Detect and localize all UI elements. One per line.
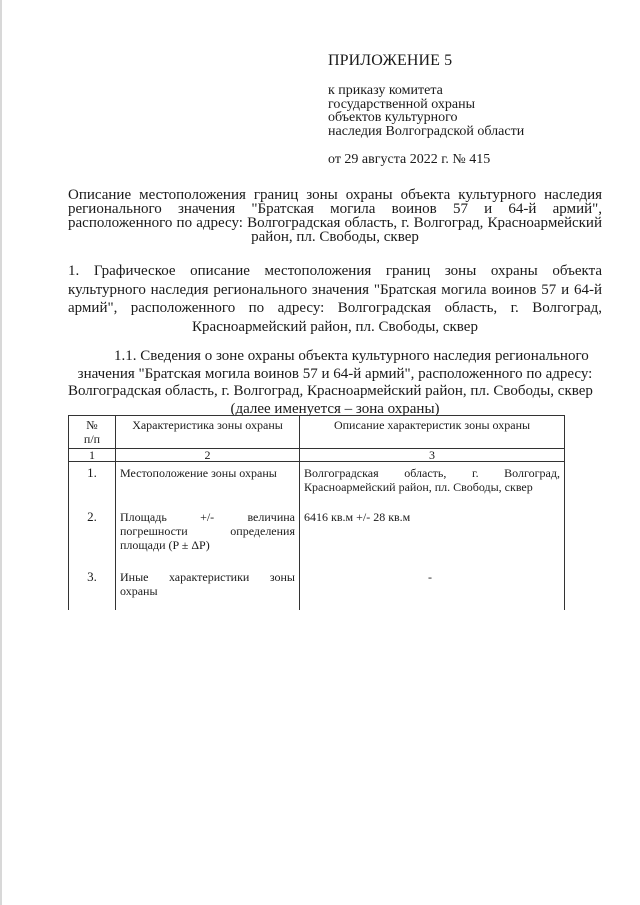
cell-line: -	[428, 570, 432, 584]
subsection-line: 1.1. Сведения о зоне охраны объекта культурного наследия регионального	[114, 348, 589, 364]
row-number: 3.	[69, 566, 116, 610]
appendix-title: ПРИЛОЖЕНИЕ 5	[328, 52, 453, 69]
cell-line: охраны	[120, 584, 158, 598]
row-description	[300, 462, 565, 507]
table-header-row	[69, 416, 565, 449]
subsection-line: значения "Братская могила воинов 57 и 64-й армий", расположенного по адресу:	[77, 365, 593, 382]
column-number: 1	[69, 449, 116, 462]
row-number: 1.	[69, 462, 116, 507]
order-line: к приказу комитета	[328, 83, 443, 98]
row-characteristic	[116, 506, 300, 566]
column-number: 2	[116, 449, 300, 462]
header-number-line: №	[86, 418, 98, 432]
cell-line: Местоположение зоны охраны	[120, 466, 277, 480]
row-characteristic	[116, 566, 300, 610]
order-reference	[328, 84, 608, 138]
cell-line: 6416 кв.м +/- 28 кв.м	[304, 510, 411, 524]
header-description: Описание характеристик зоны охраны	[300, 416, 565, 449]
table-row	[69, 506, 565, 566]
order-line: наследия Волгоградской области	[328, 123, 525, 139]
document-heading	[68, 188, 602, 244]
cell-line: Иные характеристики зоны	[120, 570, 295, 584]
row-description	[300, 566, 565, 610]
subsection-line: Волгоградская область, г. Волгоград, Красноармейский район, пл. Свободы, сквер	[68, 383, 593, 399]
section-line: культурного наследия регионального значения "Братская могила воинов 57 и 64-й	[68, 281, 602, 298]
column-number-row	[69, 449, 565, 462]
order-line: объектов культурного	[328, 110, 458, 125]
heading-line: Описание местоположения границ зоны охраны объекта культурного наследия	[68, 187, 602, 203]
appendix-block	[328, 52, 608, 168]
section-line: армий", расположенного по адресу: Волгоградская область, г. Волгоград,	[68, 300, 602, 316]
section-line: 1. Графическое описание местоположения границ зоны охраны объекта	[68, 263, 602, 279]
order-line: государственной охраны	[328, 96, 476, 112]
heading-line: район, пл. Свободы, сквер	[251, 229, 419, 245]
table-row	[69, 566, 565, 610]
cell-line: погрешности определения	[120, 524, 295, 538]
header-number-line: п/п	[83, 432, 101, 446]
protection-zone-table	[68, 415, 565, 610]
header-number	[69, 416, 116, 449]
heading-line: регионального значения "Братская могила воинов 57 и 64-й армий",	[68, 201, 602, 217]
section-heading	[68, 262, 602, 336]
cell-line: площади (P ± ΔP)	[120, 538, 210, 552]
section-line: Красноармейский район, пл. Свободы, сквер	[192, 318, 478, 335]
cell-line: Красноармейский район, пл. Свободы, сквер	[304, 480, 533, 494]
row-number: 2.	[69, 506, 116, 566]
page-edge	[0, 0, 2, 905]
heading-line: расположенного по адресу: Волгоградская область, г. Волгоград, Красноармейский	[68, 215, 602, 231]
header-characteristic: Характеристика зоны охраны	[116, 416, 300, 449]
subsection-line: (далее именуется – зона охраны)	[230, 400, 440, 417]
cell-line: Волгоградская область, г. Волгоград,	[304, 466, 560, 480]
cell-line: Площадь +/- величина	[120, 510, 295, 524]
order-date: от 29 августа 2022 г. № 415	[328, 152, 491, 167]
row-characteristic	[116, 462, 300, 507]
table-row	[69, 462, 565, 507]
column-number: 3	[300, 449, 565, 462]
subsection-heading	[68, 348, 602, 418]
row-description	[300, 506, 565, 566]
